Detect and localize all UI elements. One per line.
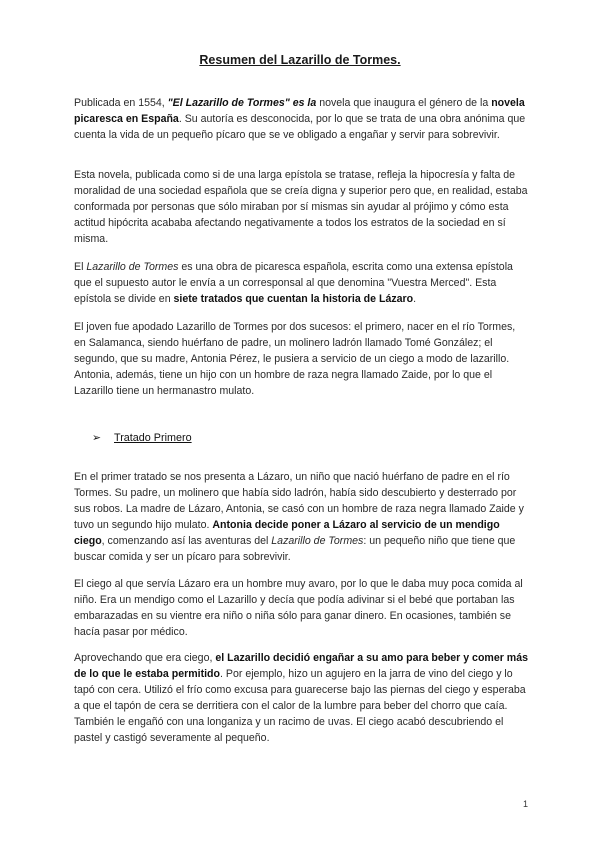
structure-text-e: . xyxy=(413,293,417,305)
intro-paragraph xyxy=(74,95,529,143)
page-number: 1 xyxy=(522,799,528,809)
deceit-text-a: Aprovechando que era ciego, xyxy=(74,652,216,664)
section-heading-tratado-primero xyxy=(92,431,192,444)
tratado-text-a: En el primer tratado se nos presenta a Lázaro, un niño que nació huérfano de padre en el río Tormes. Su padre, un molinero que había sido ladrón, había sido descubierto y desterrado por sus robos. La madre de Lázaro, Antonia, se casó con un hombre de raza negra llamado Zaide y tuvo un segundo hijo mulato. xyxy=(74,471,524,531)
intro-book-title: "El Lazarillo de Tormes" es la xyxy=(167,97,317,109)
structure-book-title: Lazarillo de Tormes xyxy=(86,261,179,273)
intro-text-e: . Su autoría es desconocida, por lo que se trata de una obra anónima que cuenta la vida de un pequeño pícaro que se ve obligado a engañar y servir para sobrevivir. xyxy=(74,113,526,141)
arrow-bullet-icon: ➢ xyxy=(92,432,102,444)
document-title: Resumen del Lazarillo de Tormes. xyxy=(199,53,401,67)
structure-text-a: El xyxy=(74,261,87,273)
tratado-paragraph-1 xyxy=(74,469,529,565)
structure-text-c: es una obra de picaresca española, escrita como una extensa epístola que el supuesto autor le envía a un corresponsal al que denomina "Vuestra Merced". Esta epístola se divide en xyxy=(74,261,513,305)
intro-genre-bold: novela picaresca en España xyxy=(74,97,525,125)
epistle-paragraph: Esta novela, publicada como si de una larga epístola se tratase, refleja la hipocresía y falta de moralidad de una sociedad española que se creía digna y superior pero que, en realidad, estaba conformada por personas que sólo miraban por sí mismas sin ayudar al prójimo y cómo esta actitud hipócrita acababa afectando negativamente a todos los estratos de la sociedad en sí misma. xyxy=(74,169,528,245)
tratado-book-title: Lazarillo de Tormes xyxy=(271,535,364,547)
tratado-paragraph-3 xyxy=(74,650,529,746)
tratado-text-e: : un pequeño niño que tiene que buscar comida y ser un pícaro para sobrevivir. xyxy=(74,535,516,563)
intro-text-a: Publicada en 1554, xyxy=(74,97,168,109)
deceit-bold: el Lazarillo decidió engañar a su amo para beber y comer más de lo que le estaba permitido xyxy=(74,652,528,680)
tratado-bold: Antonia decide poner a Lázaro al servicio de un mendigo ciego xyxy=(74,519,500,547)
tratado-text-c: , comenzando así las aventuras del xyxy=(101,535,272,547)
deceit-text-c: . Por ejemplo, hizo un agujero en la jarra de vino del ciego y lo tapó con cera. Utilizó el frío como excusa para guarecerse bajo las piernas del ciego y esperaba a que el tapón de cera se derritiera con el calor de la lumbre para beber del chorro que caía. También le engañó con una longaniza y un racimo de uvas. El ciego acabó descubriendo el pastel y castigó severamente al pequeño. xyxy=(74,668,526,744)
structure-bold: siete tratados que cuentan la historia de Lázaro xyxy=(173,293,414,305)
intro-text-c: novela que inaugura el género de la xyxy=(316,97,492,109)
nickname-paragraph: El joven fue apodado Lazarillo de Tormes por dos sucesos: el primero, nacer en el río Tormes, en Salamanca, siendo huérfano de padre, un molinero ladrón llamado Tomé González; el segundo, que su madre, Antonia Pérez, le pusiera a servicio de un ciego a modo de lazarillo. Antonia, además, tiene un hijo con un hombre de raza negra llamado Zaide, por lo que el Lazarillo tiene un hermanastro mulato. xyxy=(74,321,516,397)
tratado-paragraph-2: El ciego al que servía Lázaro era un hombre muy avaro, por lo que le daba muy poca comida al niño. Era un mendigo como el Lazarillo y decía que podía adivinar si el bebé que portaban las embarazadas en su vientre era niño o niña sólo para ganar dinero. En ocasiones, también se hacía pasar por médico. xyxy=(74,578,523,638)
section-heading-text: Tratado Primero xyxy=(114,432,192,444)
structure-paragraph xyxy=(74,259,529,307)
